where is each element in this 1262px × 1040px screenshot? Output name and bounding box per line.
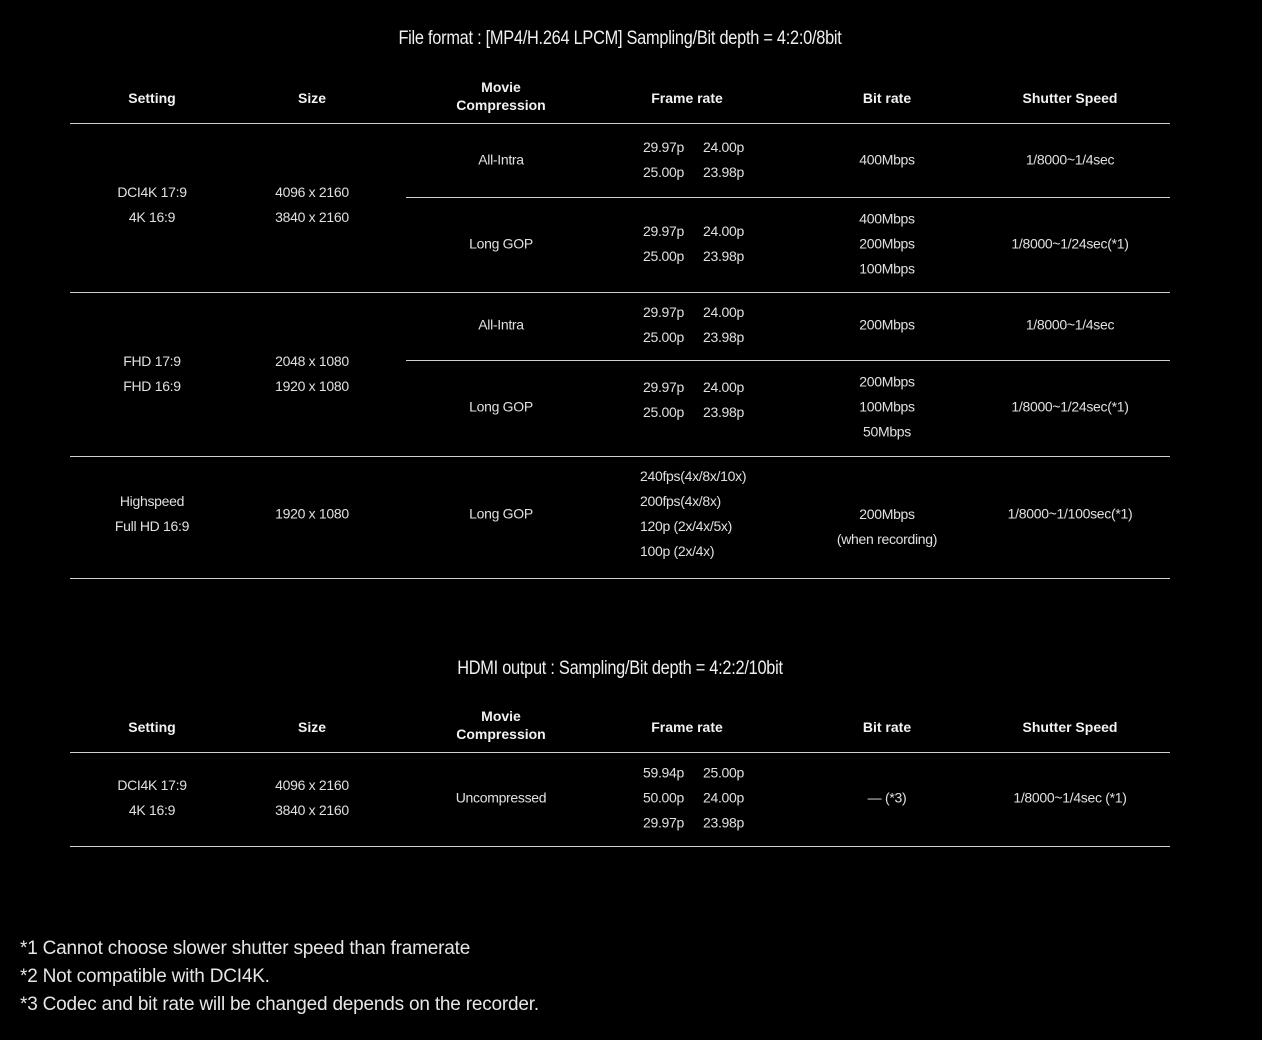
frame-rate-row (643, 786, 763, 811)
frame-rate-row (643, 300, 763, 325)
t1-g1-size (275, 180, 349, 230)
t1-g2-r2-bit-rate (859, 370, 915, 445)
frame-rate-item: 100p (2x/4x) (640, 543, 715, 559)
t1-header-bit-rate: Bit rate (862, 90, 912, 106)
t1-g3-r1-shutter: 1/8000~1/100sec(*1) (1007, 505, 1133, 522)
frame-rate-item: 240fps(4x/8x/10x) (640, 468, 747, 484)
t1-g2-r2-frame-rate (643, 375, 763, 425)
frame-rate-value: 24.00p (703, 789, 745, 806)
t2-header-size: Size (297, 719, 327, 735)
frame-rate-row (643, 219, 763, 244)
t2-header-compression (456, 707, 545, 743)
t1-header-compression-line1: Movie (481, 79, 521, 95)
frame-rate-value: 25.00p (643, 329, 685, 345)
frame-rate-value: 23.98p (703, 248, 745, 264)
frame-rate-value: 24.00p (703, 139, 745, 155)
frame-rate-value: 24.00p (703, 304, 745, 320)
t2-shutter: 1/8000~1/4sec (*1) (1013, 789, 1127, 806)
t1-g1-r1-frame-rate (643, 135, 763, 185)
t1-g3-r1-frame-rate (640, 464, 746, 564)
t2-compression: Uncompressed (455, 789, 547, 806)
t1-g3-r1-bit-rate (837, 502, 937, 552)
frame-rate-value: 24.00p (703, 223, 745, 239)
frame-rate-item: 120p (2x/4x/5x) (640, 518, 732, 534)
t1-header-compression (456, 78, 545, 114)
t1-g1-r1-shutter: 1/8000~1/4sec (1025, 151, 1115, 168)
t1-g2-setting-line: FHD 16:9 (123, 378, 181, 394)
frame-rate-value: 23.98p (703, 164, 745, 180)
bit-rate-value: 200Mbps (859, 235, 915, 252)
t1-g1-size-line: 3840 x 2160 (275, 209, 349, 225)
t1-g1-r1-compression: All-Intra (478, 151, 524, 168)
frame-rate-value: 25.00p (643, 164, 685, 180)
t1-group-divider (70, 292, 1170, 293)
t1-g2-size-line: 2048 x 1080 (275, 353, 349, 369)
frame-rate-value: 24.00p (703, 379, 745, 395)
t1-header-frame-rate: Frame rate (651, 90, 723, 106)
t1-g2-size (275, 349, 349, 399)
t2-header-shutter-speed: Shutter Speed (1022, 719, 1118, 735)
t2-frame-rate (643, 761, 763, 836)
frame-rate-value: 29.97p (643, 304, 685, 320)
frame-rate-value: 29.97p (643, 379, 685, 395)
bit-rate-value: 100Mbps (859, 260, 915, 277)
t2-setting-line: DCI4K 17:9 (117, 777, 187, 793)
t1-g1-r2-bit-rate (859, 207, 915, 282)
frame-rate-row (643, 160, 763, 185)
t2-setting-line: 4K 16:9 (128, 802, 176, 818)
t1-g1-r1-bit-rate (859, 148, 915, 173)
t2-bottom-border (70, 846, 1170, 847)
frame-rate-row (643, 135, 763, 160)
t1-bottom-border (70, 578, 1170, 579)
t1-g1-size-line: 4096 x 2160 (275, 184, 349, 200)
frame-rate-value: 23.98p (703, 814, 745, 831)
bit-rate-value: 400Mbps (859, 151, 915, 168)
frame-rate-row (643, 811, 763, 836)
bit-rate-value: 200Mbps (859, 316, 915, 333)
footnotes (20, 935, 539, 1019)
t1-g3-setting-line: Highspeed (119, 493, 185, 509)
frame-rate-value: 25.00p (703, 764, 745, 781)
t1-g2-r2-compression: Long GOP (469, 398, 533, 415)
frame-rate-row (643, 325, 763, 350)
t1-header-shutter-speed: Shutter Speed (1022, 90, 1118, 106)
frame-rate-value: 29.97p (643, 223, 685, 239)
t1-g2-row-divider (406, 360, 1170, 361)
t1-g1-setting-line: DCI4K 17:9 (117, 184, 187, 200)
t1-g1-setting (117, 180, 186, 230)
frame-rate-value: 29.97p (643, 814, 685, 831)
table1-title: File format : [MP4/H.264 LPCM] Sampling/Bit depth = 4:2:0/8bit (398, 28, 842, 49)
t2-header-divider (70, 752, 1170, 753)
bit-rate-value: 200Mbps (859, 373, 915, 390)
t2-header-compression-line1: Movie (481, 708, 521, 724)
t1-g3-setting-line: Full HD 16:9 (114, 518, 190, 534)
t1-header-size: Size (297, 90, 327, 106)
frame-rate-value: 50.00p (643, 789, 685, 806)
table2-title: HDMI output : Sampling/Bit depth = 4:2:2/10bit (457, 658, 783, 679)
t2-size (275, 773, 349, 823)
t1-g2-r1-compression: All-Intra (478, 316, 524, 333)
t1-g1-row-divider (406, 197, 1170, 198)
frame-rate-value: 29.97p (643, 139, 685, 155)
t2-size-line: 3840 x 2160 (275, 802, 349, 818)
t2-bit-rate: — (*3) (867, 789, 907, 806)
footnote: *1 Cannot choose slower shutter speed than framerate (20, 938, 471, 959)
t1-g2-r1-bit-rate (859, 313, 915, 338)
t1-g2-setting-line: FHD 17:9 (123, 353, 181, 369)
t1-header-compression-line2: Compression (456, 97, 546, 113)
frame-rate-value: 25.00p (643, 248, 685, 264)
t1-g3-size-line: 1920 x 1080 (275, 505, 349, 522)
bit-rate-value: 100Mbps (859, 398, 915, 415)
bit-rate-note: (when recording) (836, 531, 938, 547)
frame-rate-row (643, 761, 763, 786)
t2-header-compression-line2: Compression (456, 726, 546, 742)
t2-size-line: 4096 x 2160 (275, 777, 349, 793)
t1-g1-setting-line: 4K 16:9 (128, 209, 176, 225)
t2-header-setting: Setting (128, 719, 176, 735)
footnote: *2 Not compatible with DCI4K. (20, 966, 270, 987)
t1-g1-r2-compression: Long GOP (469, 235, 533, 252)
frame-rate-value: 59.94p (643, 764, 685, 781)
frame-rate-row (643, 400, 763, 425)
frame-rate-item: 200fps(4x/8x) (640, 493, 721, 509)
t1-group-divider (70, 456, 1170, 457)
t1-g3-r1-compression: Long GOP (469, 505, 533, 522)
t1-header-setting: Setting (128, 90, 176, 106)
t1-g2-r1-frame-rate (643, 300, 763, 350)
t1-g3-setting (115, 489, 189, 539)
frame-rate-value: 23.98p (703, 404, 745, 420)
t1-g2-size-line: 1920 x 1080 (275, 378, 349, 394)
t2-header-frame-rate: Frame rate (651, 719, 723, 735)
frame-rate-row (643, 375, 763, 400)
t1-g1-r2-frame-rate (643, 219, 763, 269)
t1-g2-r1-shutter: 1/8000~1/4sec (1025, 316, 1115, 333)
frame-rate-value: 23.98p (703, 329, 745, 345)
t1-header-divider (70, 123, 1170, 124)
frame-rate-row (643, 244, 763, 269)
frame-rate-value: 25.00p (643, 404, 685, 420)
bit-rate-value: 200Mbps (859, 506, 915, 522)
bit-rate-value: 50Mbps (862, 423, 911, 440)
footnote: *3 Codec and bit rate will be changed depends on the recorder. (20, 994, 539, 1015)
t1-g2-setting (123, 349, 181, 399)
t1-g1-r2-shutter: 1/8000~1/24sec(*1) (1011, 235, 1129, 252)
t2-setting (117, 773, 186, 823)
t2-header-bit-rate: Bit rate (862, 719, 912, 735)
bit-rate-value: 400Mbps (859, 210, 915, 227)
t1-g2-r2-shutter: 1/8000~1/24sec(*1) (1011, 398, 1129, 415)
t1-g3-size (275, 502, 349, 527)
